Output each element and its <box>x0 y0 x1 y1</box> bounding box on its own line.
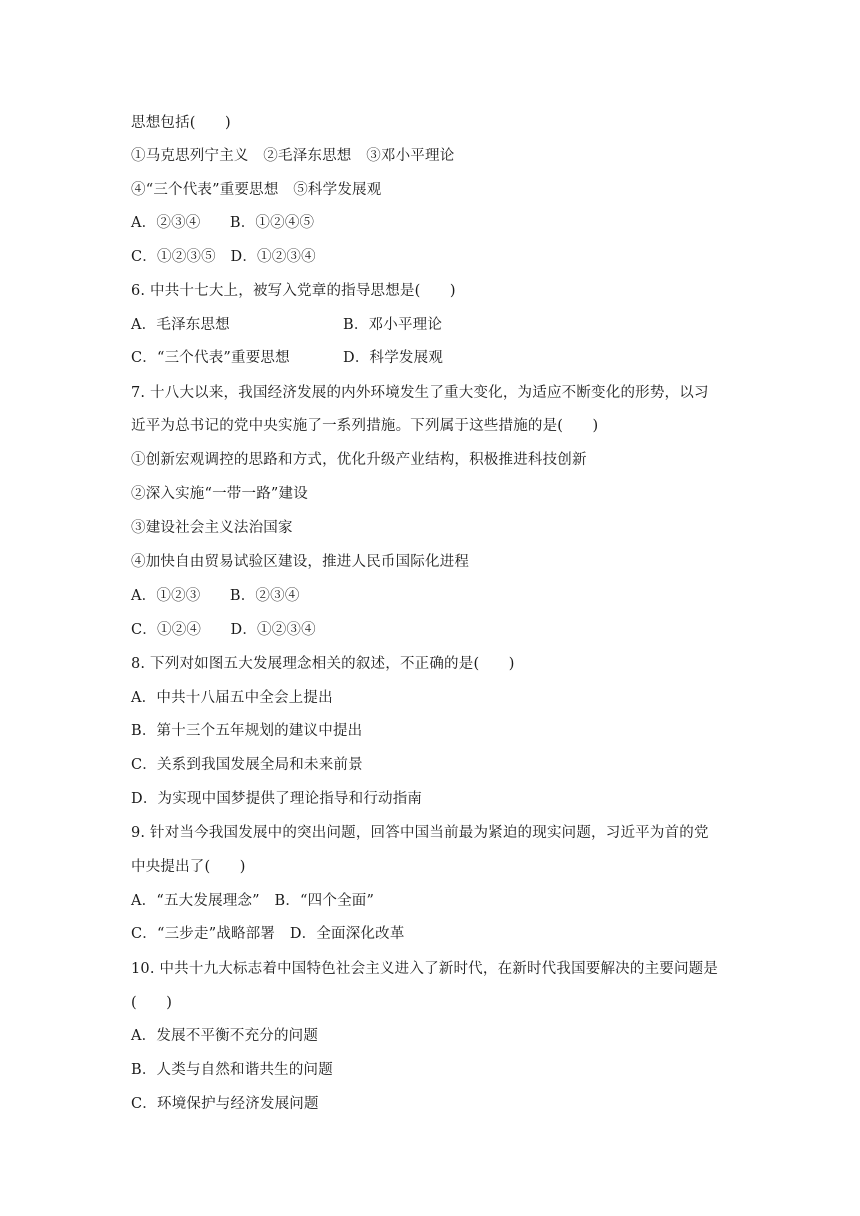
question-7-options-ab: A．①②③ B．②③④ <box>131 588 300 604</box>
question-8-option-a: A．中共十八届五中全会上提出 <box>131 690 333 706</box>
question-9-stem-line-2: 中央提出了( ) <box>131 859 246 875</box>
question-5-options-ab: A．②③④ B．①②④⑤ <box>131 215 315 231</box>
question-7-item-2: ②深入实施“一带一路”建设 <box>131 486 308 502</box>
question-6-option-c: C．“三个代表”重要思想 <box>131 350 290 366</box>
question-8-option-d: D．为实现中国梦提供了理论指导和行动指南 <box>131 791 423 807</box>
question-10-stem-line-1: 10. 中共十九大标志着中国特色社会主义进入了新时代，在新时代我国要解决的主要问题是 <box>131 961 719 977</box>
question-5-items-line-2: ④“三个代表”重要思想 ⑤科学发展观 <box>131 182 382 198</box>
question-8-option-c: C．关系到我国发展全局和未来前景 <box>131 757 363 773</box>
question-8-stem: 8. 下列对如图五大发展理念相关的叙述，不正确的是( ) <box>131 656 515 672</box>
question-6-stem: 6. 中共十七大上，被写入党章的指导思想是( ) <box>131 283 456 299</box>
question-10-option-b: B．人类与自然和谐共生的问题 <box>131 1062 333 1078</box>
question-6-option-b: B．邓小平理论 <box>343 317 443 333</box>
question-10-stem-line-2: ( ) <box>131 995 173 1011</box>
question-9-options-ab: A．“五大发展理念” B．“四个全面” <box>131 893 375 909</box>
question-6-option-a: A．毛泽东思想 <box>131 317 230 333</box>
question-9-stem-line-1: 9. 针对当今我国发展中的突出问题，回答中国当前最为紧迫的现实问题，习近平为首的党 <box>131 825 709 841</box>
question-7-item-1: ①创新宏观调控的思路和方式，优化升级产业结构，积极推进科技创新 <box>131 452 587 468</box>
question-7-stem-line-2: 近平为总书记的党中央实施了一系列措施。下列属于这些措施的是( ) <box>131 418 599 434</box>
question-7-item-3: ③建设社会主义法治国家 <box>131 520 293 536</box>
question-10-option-c: C．环境保护与经济发展问题 <box>131 1096 319 1112</box>
question-5-options-cd: C．①②③⑤ D．①②③④ <box>131 249 316 265</box>
question-5-stem-continuation: 思想包括( ) <box>131 115 231 131</box>
question-5-items-line-1: ①马克思列宁主义 ②毛泽东思想 ③邓小平理论 <box>131 148 455 164</box>
question-8-option-b: B．第十三个五年规划的建议中提出 <box>131 723 363 739</box>
question-7-options-cd: C．①②④ D．①②③④ <box>131 622 316 638</box>
question-7-item-4: ④加快自由贸易试验区建设，推进人民币国际化进程 <box>131 554 470 570</box>
question-7-stem-line-1: 7. 十八大以来，我国经济发展的内外环境发生了重大变化，为适应不断变化的形势，以习 <box>131 385 709 401</box>
question-6-option-d: D．科学发展观 <box>343 350 444 366</box>
question-10-option-a: A．发展不平衡不充分的问题 <box>131 1028 319 1044</box>
question-9-options-cd: C．“三步走”战略部署 D．全面深化改革 <box>131 926 405 942</box>
